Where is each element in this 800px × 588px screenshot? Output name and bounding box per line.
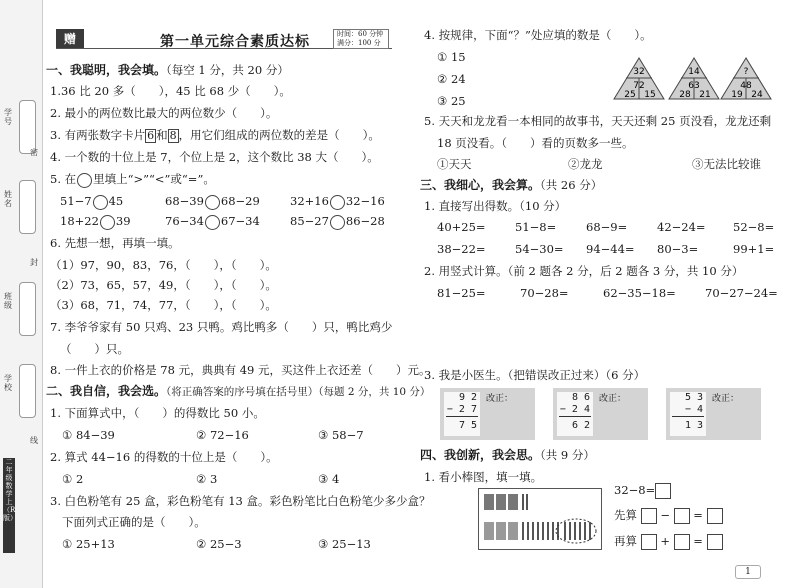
bundle-icon	[496, 522, 506, 540]
answer-box[interactable]	[655, 483, 671, 499]
doctor-3-rule	[672, 416, 704, 417]
compare-6	[290, 214, 385, 230]
compare-4	[60, 214, 131, 230]
s4-equation	[614, 483, 671, 499]
bundle-icon	[484, 522, 494, 540]
s3-q2: 2. 用竖式计算。（前 2 题各 2 分，后 2 题各 3 分，共 10 分）	[424, 264, 744, 278]
s1-q8: 8. 一件上衣的价格是 78 元，典典有 49 元，买这件上衣还差（ ）元。	[50, 363, 431, 377]
compare-5	[165, 214, 260, 230]
compare-left: 76−34	[165, 214, 204, 228]
s4-eq-text: 32−8=	[614, 483, 656, 497]
answer-box[interactable]	[707, 508, 723, 524]
bundle-icon	[508, 522, 518, 540]
doctor-3-edit-label: 改正：	[712, 394, 740, 404]
s1-q1: 1.36 比 20 多（ ），45 比 68 少（ ）。	[50, 84, 291, 98]
s2-q1: 1. 下面算式中，（ ）的得数比 50 小。	[50, 406, 265, 420]
section3-note: （共 26 分）	[540, 178, 603, 192]
s2-q3-a: 3. 白色粉笔有 25 盒，彩色粉笔有 13 盒。彩色粉笔比白色粉笔少多少盒？	[50, 494, 431, 508]
compare-right: 67−34	[220, 214, 260, 228]
compare-circle[interactable]	[205, 195, 220, 210]
doctor-1-result: 7 5	[458, 420, 477, 431]
doctor-calc-1	[444, 392, 480, 436]
compare-left: 51−7	[60, 194, 92, 208]
vertical-calc-1[interactable]: 81−25=	[437, 286, 486, 300]
s1-q6-a: （1）97，90，83，76，（ ），（ ）。	[50, 258, 277, 272]
compare-circle[interactable]	[330, 215, 345, 230]
compare-3	[290, 194, 385, 210]
s2-q4-opt-1[interactable]: ① 15	[437, 50, 466, 64]
equals-sign: =	[693, 508, 703, 522]
triangle-3	[721, 58, 771, 100]
s2-q5-opt-1[interactable]: ①天天	[437, 157, 472, 171]
s2-q1-opt-2[interactable]: ② 72−16	[196, 428, 249, 442]
stick-icon	[522, 494, 524, 510]
digit-card-6: 6	[147, 129, 155, 142]
stick-icon	[527, 522, 529, 540]
compare-circle[interactable]	[330, 195, 345, 210]
doctor-2-top: 8 6	[571, 392, 590, 403]
stick-icon	[579, 522, 581, 540]
compare-right: 68−29	[220, 194, 260, 208]
s1-q3	[50, 128, 380, 143]
triangle-1	[614, 58, 664, 100]
calc-10[interactable]: 99+1=	[733, 242, 775, 256]
stick-icon	[552, 522, 554, 540]
compare-left: 18+22	[60, 214, 99, 228]
doctor-1-top: 9 2	[458, 392, 477, 403]
score-label: 满分：100 分	[337, 39, 381, 47]
section2-title: 二、我自信，我会选。	[46, 384, 167, 398]
answer-box[interactable]	[674, 534, 690, 550]
s2-q4: 4. 按规律，下面“？”处应填的数是（ ）。	[424, 28, 652, 42]
s2-q5-a: 5. 天天和龙龙看一本相同的故事书，天天还剩 25 页没看，龙龙还剩	[424, 114, 772, 128]
triangle-2	[669, 58, 719, 100]
s2-q2-opt-2[interactable]: ② 3	[196, 472, 218, 486]
time-label: 时间：60 分钟	[337, 30, 384, 38]
bundle-icon	[508, 494, 518, 510]
section2-heading	[46, 384, 430, 399]
doctor-1-edit-label: 改正：	[486, 394, 514, 404]
s2-q4-opt-3[interactable]: ③ 25	[437, 94, 466, 108]
doctor-calc-2	[557, 392, 593, 436]
compare-right: 86−28	[345, 214, 385, 228]
section2-note: （将正确答案的序号填在括号里）（每题 2 分，共 10 分）	[166, 386, 431, 398]
s1-q3-and: 和	[156, 128, 168, 142]
vertical-calc-2[interactable]: 70−28=	[520, 286, 569, 300]
doctor-2-result: 6 2	[571, 420, 590, 431]
doctor-card-2	[553, 388, 648, 440]
stick-icon	[564, 522, 566, 540]
s1-q6-b: （2）73，65，57，49，（ ），（ ）。	[50, 278, 277, 292]
section4-heading	[420, 448, 595, 462]
answer-box[interactable]	[674, 508, 690, 524]
doctor-calc-3	[670, 392, 706, 436]
cut-mark-1: 密	[30, 148, 38, 157]
school-field[interactable]	[19, 364, 36, 418]
section1-note: （每空 1 分，共 20 分）	[166, 63, 289, 77]
s2-q3-opt-3[interactable]: ③ 25−13	[318, 537, 371, 551]
cut-mark-2: 封	[30, 258, 38, 267]
doctor-2-sub: − 2 4	[559, 404, 590, 415]
stick-icon	[542, 522, 544, 540]
doctor-2-rule	[559, 416, 591, 417]
tri2-left: 28	[679, 90, 691, 100]
tri1-mid: 72	[633, 81, 645, 91]
label-class: 班级	[4, 292, 12, 310]
stick-icon	[584, 522, 586, 540]
s1-q7-a: 7. 李爷爷家有 50 只鸡、23 只鸭。鸡比鸭多（ ）只，鸭比鸡少	[50, 320, 393, 334]
tri3-mid: 48	[740, 81, 752, 91]
s2-q4-opt-2[interactable]: ② 24	[437, 72, 466, 86]
calc-6[interactable]: 38−22=	[437, 242, 486, 256]
label-student-name: 姓名	[4, 190, 12, 208]
section3-title: 三、我细心，我会算。	[420, 178, 541, 192]
tri1-right: 15	[644, 90, 656, 100]
s3-q3-note: （把错误改正过来）（6 分）	[507, 368, 646, 382]
doctor-3-top: 5 3	[684, 392, 703, 403]
compare-circle[interactable]	[205, 215, 220, 230]
calc-9[interactable]: 80−3=	[657, 242, 699, 256]
label-student-id: 学号	[4, 108, 12, 126]
s4-then-step	[614, 534, 723, 550]
s1-q6: 6. 先想一想，再填一填。	[50, 236, 180, 250]
vertical-calc-3[interactable]: 62−35−18=	[603, 286, 676, 300]
tri1-top: 32	[633, 67, 645, 77]
s2-q1-opt-3[interactable]: ③ 58−7	[318, 428, 364, 442]
doctor-3-result: 1 3	[684, 420, 703, 431]
s1-q6-c: （3）68，71，74，77，（ ），（ ）。	[50, 298, 277, 312]
s1-q4: 4. 一个数的十位上是 7，个位上是 2，这个数比 38 大（ ）。	[50, 150, 379, 164]
first-label: 先算	[614, 508, 637, 522]
s1-q3-post: ，用它们组成的两位数的差是（ ）。	[178, 128, 380, 142]
calc-5[interactable]: 52−8=	[733, 220, 775, 234]
label-school: 学校	[4, 374, 12, 392]
s2-q2-opt-3[interactable]: ③ 4	[318, 472, 340, 486]
s3-q3-label: 3. 我是小医生。	[424, 368, 508, 382]
s2-q3-b: 下面列式正确的是（ ）。	[62, 515, 206, 529]
s2-q3-opt-2[interactable]: ② 25−3	[196, 537, 242, 551]
doctor-card-1	[440, 388, 535, 440]
calc-1[interactable]: 40+25=	[437, 220, 486, 234]
s2-q2: 2. 算式 44−16 的得数的十位上是（ ）。	[50, 450, 278, 464]
section4-note: （共 9 分）	[540, 448, 595, 462]
calc-7[interactable]: 54−30=	[515, 242, 564, 256]
tri3-left: 19	[731, 90, 743, 100]
s2-q1-opt-1[interactable]: ① 84−39	[62, 428, 115, 442]
section1-heading	[46, 63, 289, 77]
tri2-mid: 63	[688, 81, 700, 91]
doctor-1-sub: − 2 7	[446, 404, 477, 415]
s2-q5-opt-2[interactable]: ②龙龙	[568, 157, 603, 171]
equals-sign: =	[693, 534, 703, 548]
compare-circle[interactable]	[93, 195, 108, 210]
then-label: 再算	[614, 534, 637, 548]
calc-3[interactable]: 68−9=	[586, 220, 628, 234]
compare-left: 32+16	[290, 194, 329, 208]
doctor-3-sub: − 4	[684, 404, 703, 415]
s2-q2-opt-1[interactable]: ① 2	[62, 472, 84, 486]
s1-q3-pre: 3. 有两张数字卡片	[50, 128, 146, 142]
student-name-field[interactable]	[19, 180, 36, 234]
stick-icon	[537, 522, 539, 540]
stick-icon	[526, 494, 528, 510]
book-label: 二年级数学 上（R版）	[3, 458, 15, 553]
s1-q5	[50, 172, 215, 188]
tri3-top: ?	[743, 67, 749, 77]
s2-q5-opt-3[interactable]: ③无法比较谁	[692, 157, 761, 171]
minus-sign: −	[660, 508, 670, 522]
section1-title: 一、我聪明，我会填。	[46, 63, 167, 77]
compare-right: 45	[108, 194, 124, 208]
section3-heading	[420, 178, 602, 192]
digit-card-8: 8	[169, 129, 177, 142]
page-number: 1	[735, 565, 761, 579]
bundle-icon	[484, 494, 494, 510]
stick-icon	[574, 522, 576, 540]
class-field[interactable]	[19, 282, 36, 336]
s3-q3	[424, 368, 645, 382]
compare-left: 68−39	[165, 194, 204, 208]
stick-icon	[589, 522, 591, 540]
calc-8[interactable]: 94−44=	[586, 242, 635, 256]
number-triangles	[612, 56, 772, 102]
stick-icon	[547, 522, 549, 540]
tri2-top: 14	[688, 67, 700, 77]
s1-q5-post: 里填上“>”“<”或“=”。	[93, 172, 215, 186]
stick-icon	[569, 522, 571, 540]
plus-sign: +	[660, 534, 670, 548]
s2-q3-opt-1[interactable]: ① 25+13	[62, 537, 115, 551]
tri1-left: 25	[624, 90, 636, 100]
s1-q2: 2. 最小的两位数比最大的两位数少（ ）。	[50, 106, 278, 120]
answer-box[interactable]	[707, 534, 723, 550]
calc-2[interactable]: 51−8=	[515, 220, 557, 234]
compare-circle[interactable]	[100, 215, 115, 230]
s3-q1: 1. 直接写出得数。（10 分）	[424, 199, 567, 213]
compare-right: 39	[115, 214, 131, 228]
answer-box[interactable]	[641, 534, 657, 550]
calc-4[interactable]: 42−24=	[657, 220, 706, 234]
s1-q5-pre: 5. 在	[50, 172, 77, 186]
compare-left: 85−27	[290, 214, 329, 228]
badge: 赠	[56, 29, 84, 49]
compare-1	[60, 194, 123, 210]
doctor-1-rule	[446, 416, 478, 417]
doctor-card-3	[666, 388, 761, 440]
s4-first-step	[614, 508, 723, 524]
circle-icon	[77, 173, 92, 188]
page-title: 第一单元综合素质达标	[160, 34, 310, 50]
s4-q1: 1. 看小棒图，填一填。	[424, 470, 543, 484]
sticks-picture	[478, 488, 602, 550]
score-box	[333, 29, 389, 49]
stick-icon	[532, 522, 534, 540]
stick-icon	[522, 522, 524, 540]
tri2-right: 21	[699, 90, 711, 100]
s1-q7-b: （ ）只。	[60, 342, 129, 356]
section4-title: 四、我创新，我会思。	[420, 448, 541, 462]
student-id-field[interactable]	[19, 100, 36, 154]
s2-q5-b: 18 页没看。（ ）看的页数多一些。	[437, 136, 634, 150]
compare-2	[165, 194, 260, 210]
answer-box[interactable]	[641, 508, 657, 524]
tri3-right: 24	[751, 90, 763, 100]
bundle-icon	[496, 494, 506, 510]
cut-mark-3: 线	[30, 436, 38, 445]
compare-right: 32−16	[345, 194, 385, 208]
doctor-2-edit-label: 改正：	[599, 394, 627, 404]
vertical-calc-4[interactable]: 70−27−24=	[705, 286, 778, 300]
